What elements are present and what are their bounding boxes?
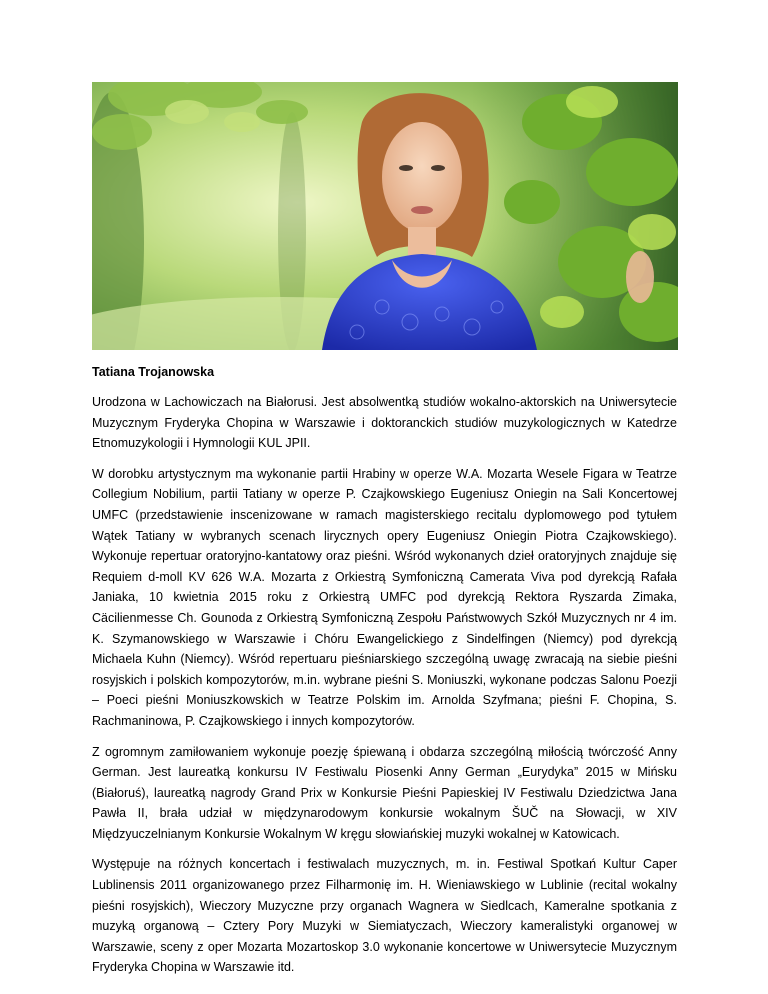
paragraph-awards: Z ogromnym zamiłowaniem wykonuje poezję śpiewaną i obdarza szczególną miłością twórczość Anny German. Jest laureatką konkursu IV Festiwalu Piosenki Anny German „Eurydyka” 2015 w Mińsku (Białoruś), laureatką nagrody Grand Prix w Konkursie Pieśni Papieskiej IV Festiwalu Dziedzictwa Jana Pawła II, brała udział w międzynarodowym konkursie wokalnym ŠUČ na Słowacji, w XIV Międzyuczelnianym Konkursie Wokalnym W kręgu słowiańskiej muzyki wokalnej w Katowicach. bbox=[92, 744, 677, 841]
person-name: Tatiana Trojanowska bbox=[92, 365, 215, 379]
document-body bbox=[92, 362, 677, 988]
paragraph-concerts: Występuje na różnych koncertach i festiwalach muzycznych, m. in. Festiwal Spotkań Kultur Caper Lublinensis 2011 organizowanego przez Filharmonię im. H. Wieniawskiego w Lublinie (recital wokalny pieśni rosyjskich), Wieczory Muzyczne przy organach Wagnera w Siedlcach, Kameralne spotkania z muzyką organową – Cztery Pory Muzyki w Siemiatyczach, Wieczory kameralistyki organowej w Warszawie, sceny z oper Mozarta Mozartoskop 3.0 wykonanie koncertowe w Uniwersytecie Muzycznym Fryderyka Chopina w Warszawie itd. bbox=[92, 857, 677, 975]
paragraph-bio-intro: Urodzona w Lachowiczach na Białorusi. Jest absolwentką studiów wokalno-aktorskich na Uniwersytecie Muzycznym Fryderyka Chopina w Warszawie i doktoranckich studiów muzykologicznych w Katedrze Etnomuzykologii i Hymnologii KUL JPII. bbox=[92, 395, 677, 451]
portrait-photo bbox=[92, 82, 678, 350]
paragraph-repertoire: W dorobku artystycznym ma wykonanie partii Hrabiny w operze W.A. Mozarta Wesele Figara w Teatrze Collegium Nobilium, partii Tatiany w operze P. Czajkowskiego Eugeniusz Oniegin na Sali Koncertowej UMFC (przedstawienie inscenizowane w ramach magisterskiego recitalu dyplomowego pod tytułem Wątek Tatiany w wybranych scenach lirycznych opery Eugeniusz Oniegin Piotra Czajkowskiego). Wykonuje repertuar oratoryjno-kantatowy oraz pieśni. Wśród wykonanych dzieł oratoryjnych znajduje się Requiem d-moll KV 626 W.A. Mozarta z Orkiestrą Symfoniczną Camerata Viva pod dyrekcją Rafała Janiaka, 10 kwietnia 2015 roku z Orkiestrą UMFC pod dyrekcją Rektora Ryszarda Zimaka, Cäcilienmesse Ch. Gounoda z Orkiestrą Symfoniczną Zespołu Państwowych Szkół Muzycznych nr 4 im. K. Szymanowskiego w Warszawie i Chóru Ewangelickiego z Sindelfingen (Niemcy) pod dyrekcją Michaela Kuhn (Niemcy). Wśród repertuaru pieśniarskiego szczególną uwagę zwracają na siebie pieśni rosyjskich i polskich kompozytorów, m.in. wybrane pieśni S. Moniuszki, wykonane podczas Salonu Poezji – Poeci pieśni Moniuszkowskich w Teatrze Polskim im. Arnolda Szyfmana; pieśni F. Chopina, S. Rachmaninowa, P. Czajkowskiego i innych kompozytorów. bbox=[92, 466, 677, 728]
